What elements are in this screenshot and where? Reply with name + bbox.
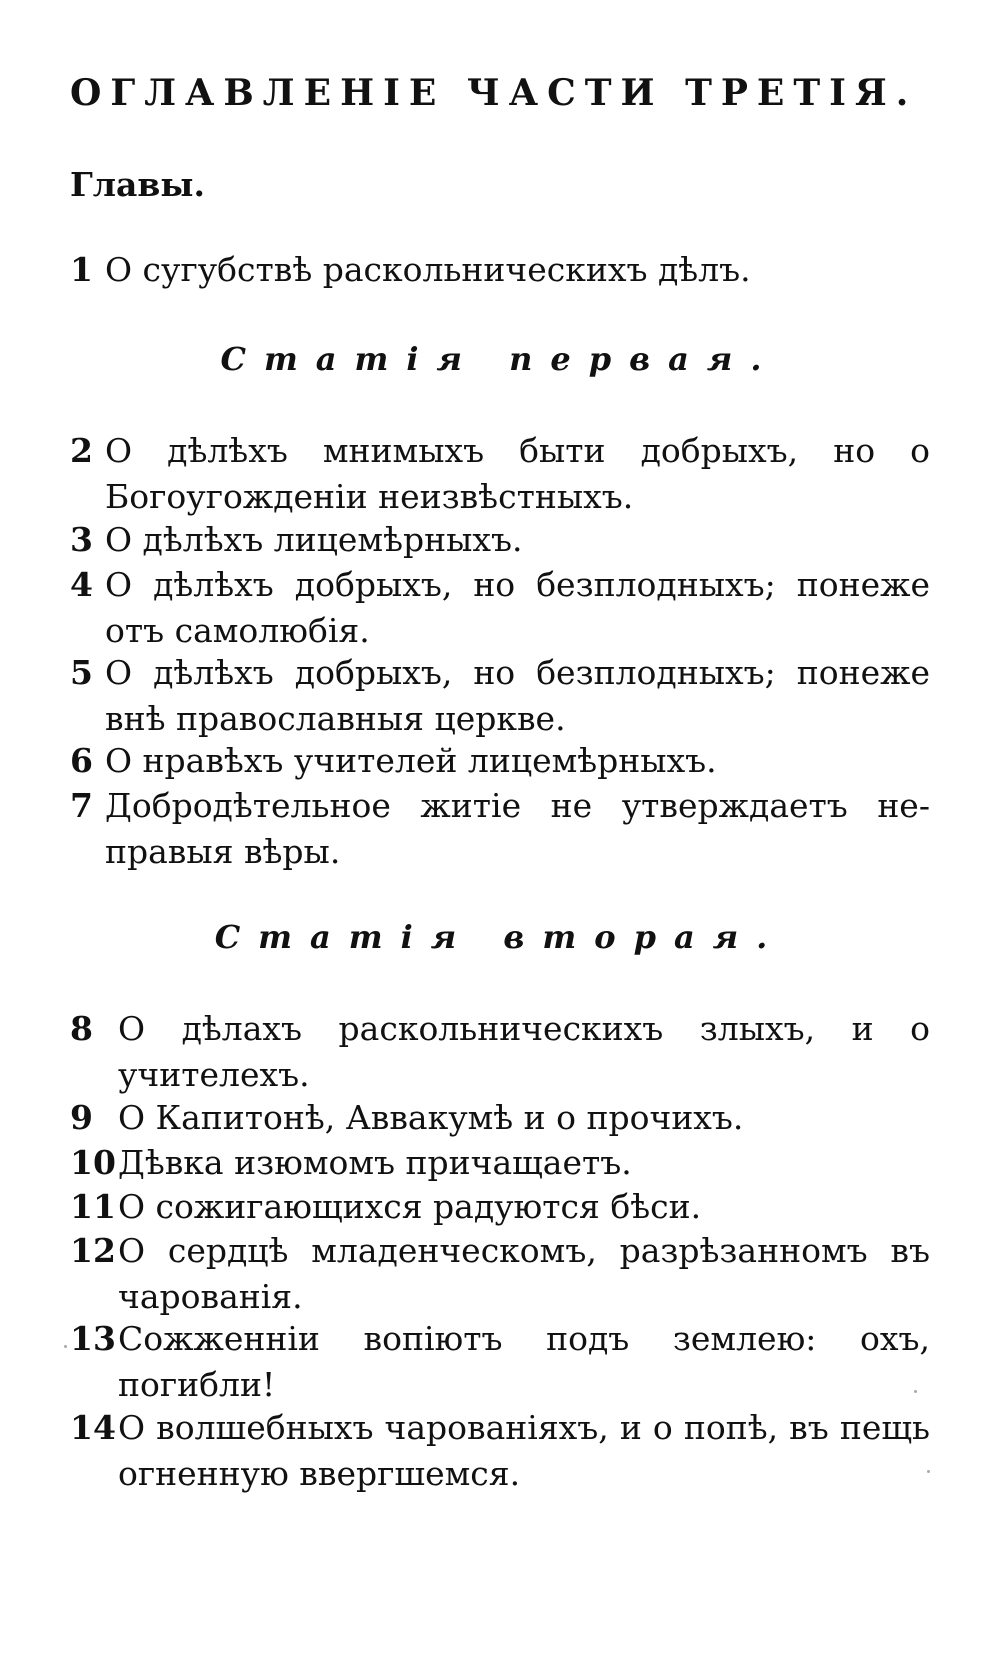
chapter-number: 4 [70, 565, 93, 604]
chapter-title: О дѣлѣхъ добрыхъ, но безплодныхъ; понеже внѣ православныя церкве. [105, 653, 930, 738]
paper-speck [927, 1470, 930, 1473]
paper-speck [914, 1390, 917, 1393]
chapter-number: 5 [70, 653, 93, 692]
chapter-number: 1 [70, 250, 93, 289]
paper-speck [64, 1345, 67, 1348]
chapter-number: 14 [70, 1408, 116, 1447]
chapter-number: 9 [70, 1098, 93, 1137]
chapter-title: О волшебныхъ чарованіяхъ, и о попѣ, въ пещь огненную ввергшемся. [118, 1408, 930, 1493]
chapter-title: Дѣвка изюмомъ причащаетъ. [118, 1143, 632, 1182]
chapter-number: 6 [70, 741, 93, 780]
section-heading-first: Статія первая. [220, 340, 780, 378]
chapter-title: О дѣлахъ раскольническихъ злыхъ, и о учителехъ. [118, 1009, 930, 1094]
chapter-number: 8 [70, 1009, 93, 1048]
chapter-title: О дѣлѣхъ мнимыхъ быти добрыхъ, но о Богоугожденіи неизвѣстныхъ. [105, 431, 930, 516]
chapter-number: 12 [70, 1231, 116, 1270]
chapter-number: 7 [70, 786, 93, 825]
chapter-title: О дѣлѣхъ лицемѣрныхъ. [105, 520, 523, 559]
chapter-number: 10 [70, 1143, 116, 1182]
chapter-title: О нравѣхъ учителей лицемѣрныхъ. [105, 741, 717, 780]
chapters-label: Главы. [70, 165, 205, 204]
chapter-number: 3 [70, 520, 93, 559]
chapter-title: Сожженніи вопіютъ подъ землею: охъ, погибли! [118, 1319, 930, 1404]
chapter-title: О дѣлѣхъ добрыхъ, но безплодныхъ; понеже отъ самолюбія. [105, 565, 930, 650]
section-heading-second: Статія вторая. [214, 918, 786, 956]
chapter-number: 11 [70, 1187, 116, 1226]
chapter-title: Добродѣтельное житіе не утверждаетъ неправыя вѣры. [105, 786, 930, 871]
page-title: ОГЛАВЛЕНІЕ ЧАСТИ ТРЕТІЯ. [70, 72, 918, 114]
chapter-title: О Капитонѣ, Аввакумѣ и о прочихъ. [118, 1098, 744, 1137]
chapter-number: 2 [70, 431, 93, 470]
chapter-title: О сугубствѣ раскольническихъ дѣлъ. [105, 250, 751, 289]
chapter-title: О сердцѣ младенческомъ, разрѣзанномъ въ чарованія. [118, 1231, 930, 1316]
chapter-number: 13 [70, 1319, 116, 1358]
chapter-title: О сожигающихся радуются бѣси. [118, 1187, 702, 1226]
